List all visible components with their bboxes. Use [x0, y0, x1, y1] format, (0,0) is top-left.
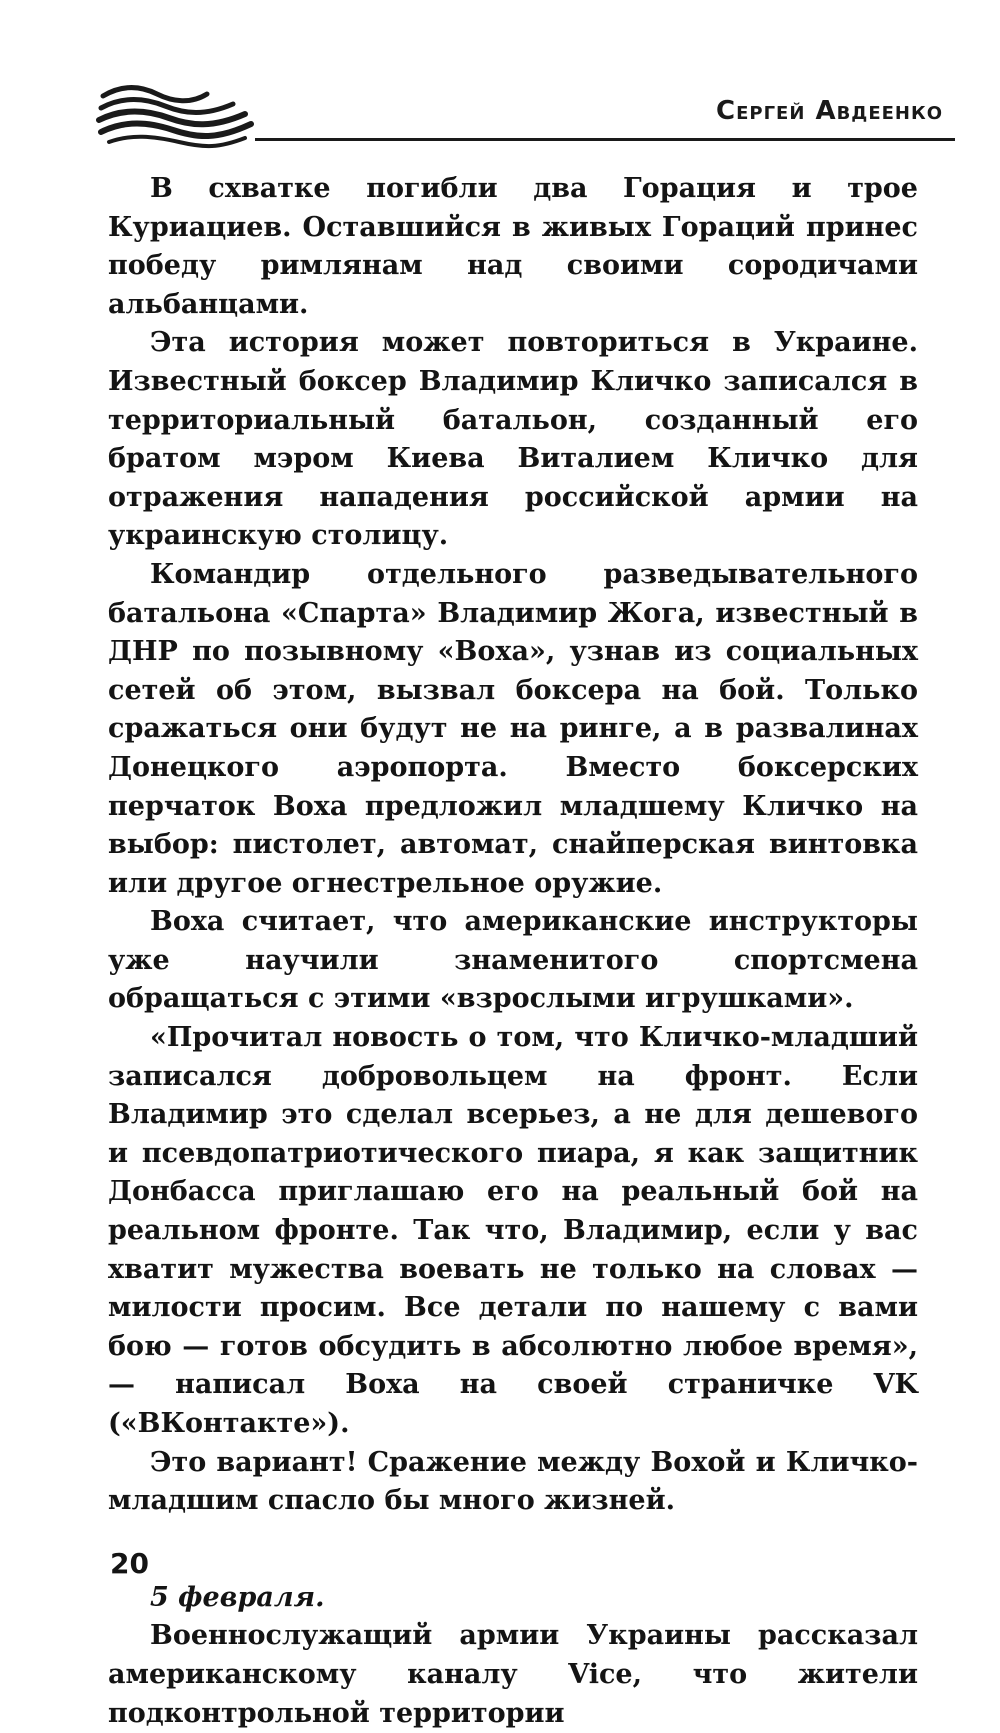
author-name: Сергей Авдеенко	[716, 96, 943, 126]
paragraph-2: Эта история может повториться в Украине. Известный боксер Владимир Кличко записался в территориальный батальон, созданный его братом мэром Киева Виталием Кличко для отражения нападения российской армии на украинскую столицу.	[108, 327, 918, 552]
section-paragraph: Военнослужащий армии Украины рассказал американскому каналу Vice, что жители подконтрольной территории	[108, 1620, 918, 1729]
paragraph-6: Это вариант! Сражение между Вохой и Кличко-младшим спасло бы много жизней.	[108, 1446, 918, 1517]
wavy-lines-icon	[95, 80, 255, 150]
paragraph-3: Командир отдельного разведывательного батальона «Спарта» Владимир Жога, известный в ДНР по позывному «Воха», узнав из социальных сетей об этом, вызвал боксера на бой. Только сражаться они будут не на ринге, а в развалинах Донецкого аэропорта. Вместо боксерских перчаток Воха предложил младшему Кличко на выбор: пистолет, автомат, снайперская винтовка или другое огнестрельное оружие.	[108, 558, 918, 899]
paragraph-5: «Прочитал новость о том, что Кличко-младший записался добровольцем на фронт. Если Владимир это сделал всерьез, а не для дешевого и псевдопатриотического пиара, я как защитник Донбасса приглашаю его на реальный бой на реальном фронте. Так что, Владимир, если у вас хватит мужества воевать не только на словах — милости просим. Все детали по нашему с вами бою — готов обсудить в абсолютно любое время», — написал Воха на своей страничке VK («ВКонтакте»).	[108, 1022, 918, 1439]
paragraph-1: В схватке погибли два Горация и трое Куриациев. Оставшийся в живых Гораций принес победу римлянам над своими сородичами альбанцами.	[108, 173, 918, 320]
header-rule	[255, 138, 955, 141]
main-text	[108, 170, 918, 1733]
section-date: 5 февраля.	[150, 1581, 325, 1613]
paragraph-4: Воха считает, что американские инструкторы уже научили знаменитого спортсмена обращаться с этими «взрослыми игрушками».	[108, 906, 918, 1015]
running-header	[95, 78, 955, 153]
page-number: 20	[110, 1547, 149, 1580]
